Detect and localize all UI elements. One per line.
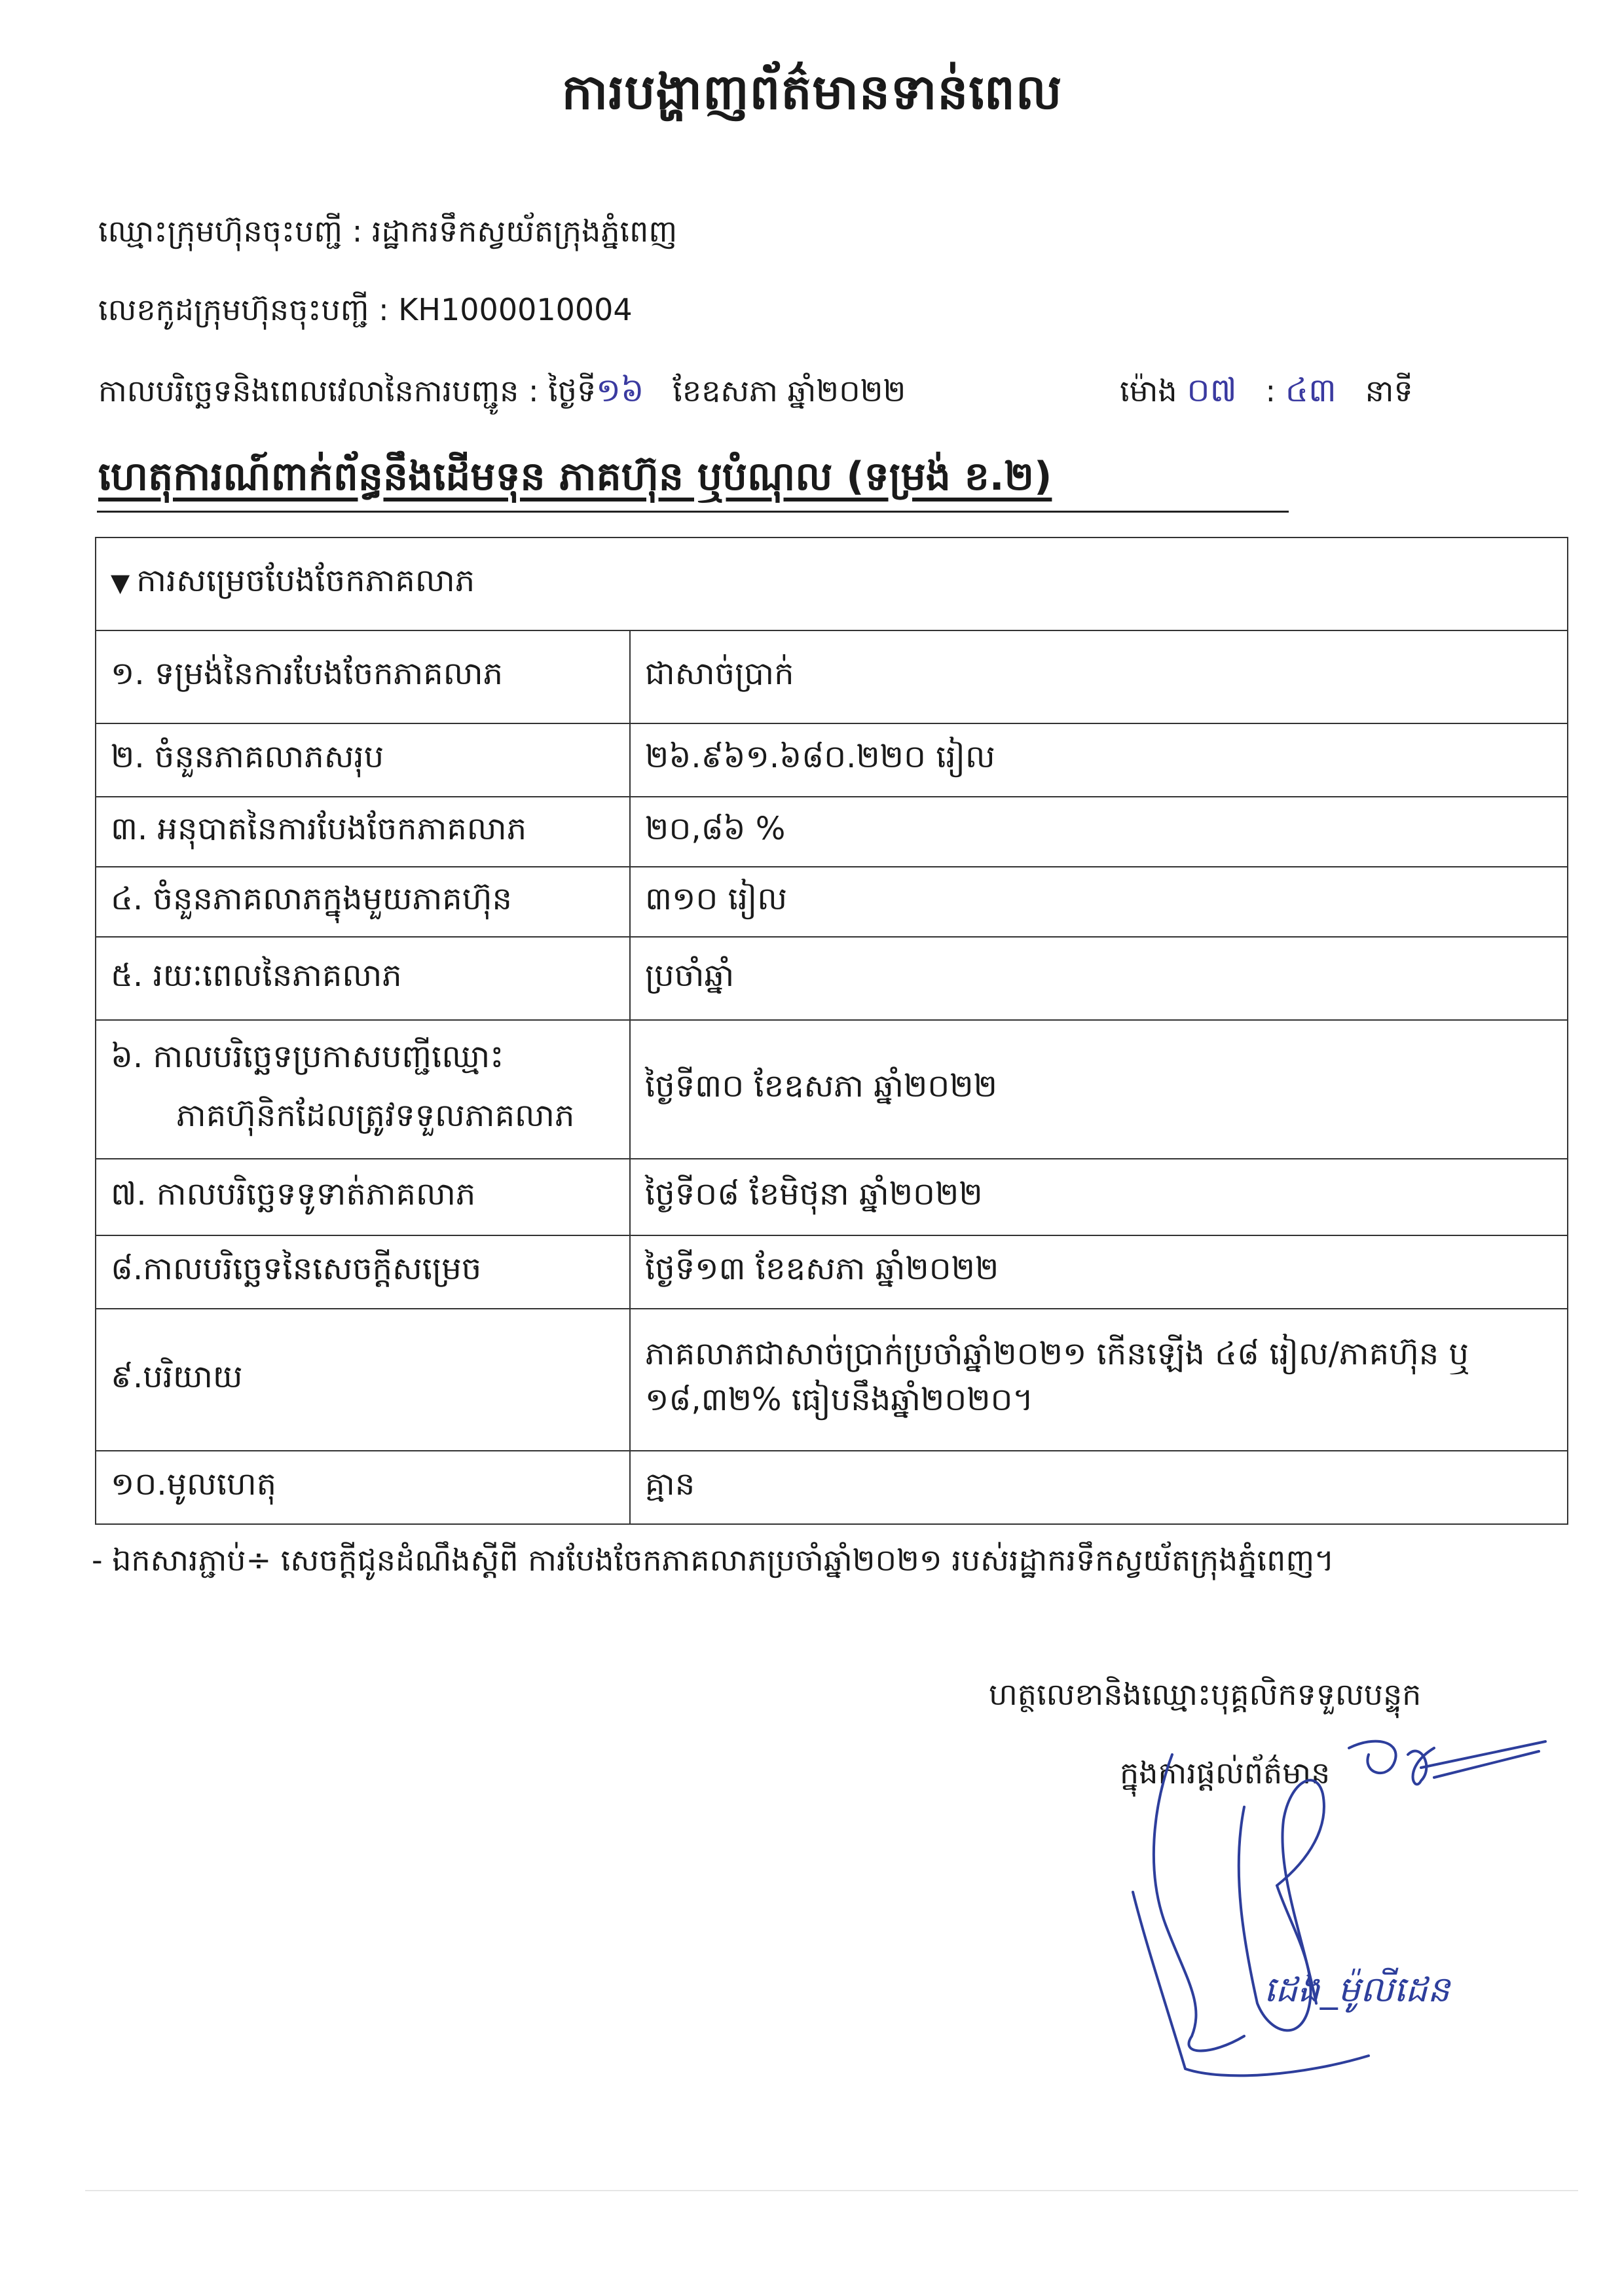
row-label: ៧. កាលបរិច្ឆេទទូទាត់ភាគលាភ [96,1159,630,1235]
company-code-line [98,291,633,335]
row-value: ៣១០ រៀល [630,867,1568,937]
signature-caption-line1: ហត្ថលេខានិងឈ្មោះបុគ្គលិកទទួលបន្ទុក [989,1677,1422,1712]
signatory-name: ដេង_ម៉ូលីដេន [1264,1969,1450,2010]
row-label-line1: ៦. កាលបរិច្ឆេទប្រកាសបញ្ជីឈ្មោះ [111,1038,504,1075]
row-label: ៤. ចំនួនភាគលាភក្នុងមួយភាគហ៊ុន [96,867,630,937]
company-name-value: រដ្ឋាករទឹកស្វយ័តក្រុងភ្នំពេញ [371,213,678,249]
table-section-row [96,538,1568,630]
company-name-line [98,213,677,257]
row-value: ថ្ងៃទី៣០ ខែឧសភា ឆ្នាំ២០២២ [630,1020,1568,1159]
table-row [96,1451,1568,1524]
table-row [96,797,1568,867]
company-code-label: លេខកូដក្រុមហ៊ុនចុះបញ្ជី : [98,292,389,327]
row-value-line2: ១៨,៣២% ធៀបនឹងឆ្នាំ២០២០។ [645,1381,1034,1418]
company-name-label: ឈ្មោះក្រុមហ៊ុនចុះបញ្ជី : [98,213,363,249]
section-heading: ហេតុការណ៍ពាក់ព័ន្ធនឹងដើមទុន ភាគហ៊ុន ឬបំណុល (ទម្រង់ ខ.២) [98,454,1052,500]
month-year: ខែឧសភា ឆ្នាំ២០២២ [673,373,906,409]
minute-label: នាទី [1365,373,1413,409]
minute-value: ៤៣ [1285,371,1337,409]
row-value: ថ្ងៃទី១៣ ខែឧសភា ឆ្នាំ២០២២ [630,1235,1568,1309]
row-value: ថ្ងៃទី០៨ ខែមិថុនា ឆ្នាំ២០២២ [630,1159,1568,1235]
company-code-value: KH1000010004 [398,292,633,327]
row-value: ប្រចាំឆ្នាំ [630,937,1568,1020]
page-footer-line [85,2190,1578,2191]
table-row [96,867,1568,937]
row-label: ២. ចំនួនភាគលាភសរុប [96,723,630,797]
signature-caption-line2: ក្នុងការផ្ដល់ព័ត៌មាន [1120,1755,1331,1791]
table-row [96,1309,1568,1451]
row-label: ៨.កាលបរិច្ឆេទនៃសេចក្ដីសម្រេច [96,1235,630,1309]
section-title: ការសម្រេចបែងចែកភាគលាភ [136,562,475,599]
table-row [96,723,1568,797]
row-value-line1: ភាគលាភជាសាច់ប្រាក់ប្រចាំឆ្នាំ២០២១ កើនឡើង ៤៨ រៀល/ភាគហ៊ុន ឬ [645,1335,1469,1372]
submission-time [1120,370,1413,418]
row-value: គ្មាន [630,1451,1568,1524]
section-cell [96,538,1568,630]
submission-datetime-line [98,370,1413,418]
heading-rule [97,511,1289,513]
day-value: ១៦ [596,371,644,409]
row-label: ១. ទម្រង់នៃការបែងចែកភាគលាភ [96,630,630,723]
submission-label: កាលបរិច្ឆេទនិងពេលវេលានៃការបញ្ជូន : [98,373,539,409]
dividend-table [95,537,1568,1525]
row-label: ១០.មូលហេតុ [96,1451,630,1524]
time-colon: : [1265,373,1276,409]
day-label: ថ្ងៃទី [548,373,597,409]
row-label: ៩.បរិយាយ [96,1309,630,1451]
row-value [630,1309,1568,1451]
row-value: ២៦.៩៦១.៦៨០.២២០ រៀល [630,723,1568,797]
attachment-note: - ឯកសារភ្ជាប់÷ សេចក្ដីជូនដំណឹងស្ដីពី ការបែងចែកភាគលាភប្រចាំឆ្នាំ២០២១ របស់រដ្ឋាករទឹកស្វយ័តក្រុងភ្នំពេញ។ [92,1542,1335,1578]
row-label-line2: ភាគហ៊ុនិកដែលត្រូវទទួលភាគលាភ [176,1097,575,1134]
table-row [96,1020,1568,1159]
page-title: ការបង្ហាញព័ត៌មានទាន់ពេល [561,64,1063,120]
collapse-triangle-icon[interactable]: ▼ [111,568,130,597]
table-row [96,1235,1568,1309]
handwritten-signature [1094,1728,1552,2095]
hour-label: ម៉ោង [1120,373,1177,409]
table-row [96,937,1568,1020]
hour-value: ០៧ [1187,371,1237,409]
row-label: ៥. រយៈពេលនៃភាគលាភ [96,937,630,1020]
row-value: ជាសាច់ប្រាក់ [630,630,1568,723]
row-value: ២០,៨៦ % [630,797,1568,867]
row-label: ៣. អនុបាតនៃការបែងចែកភាគលាភ [96,797,630,867]
table-row [96,1159,1568,1235]
row-label [96,1020,630,1159]
table-row [96,630,1568,723]
